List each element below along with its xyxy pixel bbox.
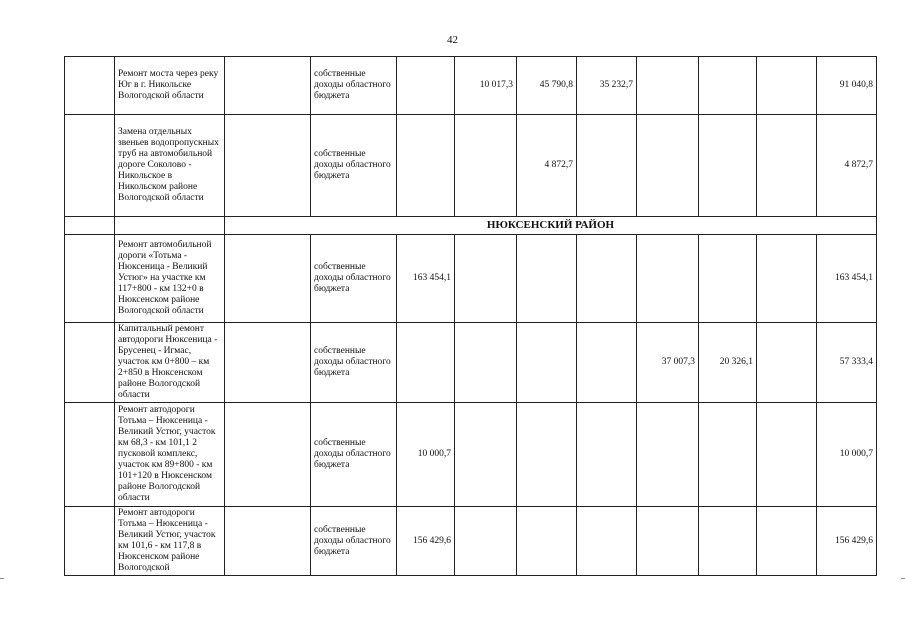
district-title: НЮКСЕНСКИЙ РАЙОН — [225, 217, 877, 235]
value-cell: 35 232,7 — [577, 57, 637, 115]
value-cell — [517, 235, 577, 323]
page-number: 42 — [447, 34, 458, 46]
value-cell — [455, 235, 517, 323]
left-cut-mark — [0, 578, 4, 579]
project-row — [65, 57, 877, 115]
value-cell — [517, 507, 577, 576]
value-cell — [577, 235, 637, 323]
right-cut-mark — [901, 578, 905, 579]
row-number-cell — [65, 57, 115, 115]
project-row — [65, 323, 877, 403]
value-cell: 20 326,1 — [699, 323, 757, 403]
project-row — [65, 115, 877, 217]
blank-cell — [225, 115, 311, 217]
value-cell — [637, 57, 699, 115]
value-cell — [455, 403, 517, 507]
value-cell — [699, 57, 757, 115]
value-cell — [577, 507, 637, 576]
funding-source: собственные доходы областного бюджета — [311, 57, 397, 115]
row-number-cell — [65, 115, 115, 217]
project-description: Капитальный ремонт автодороги Нюксеница - Брусенец - Игмас, участок км 0+800 – км 2+850 в Нюксенском районе Вологодской области — [115, 323, 225, 403]
project-description: Ремонт автодороги Тотьма – Нюксеница - Великий Устюг, участок км 101,6 - км 117,8 в Нюксенском районе Вологодской — [115, 507, 225, 576]
project-row — [65, 507, 877, 576]
funding-source: собственные доходы областного бюджета — [311, 403, 397, 507]
blank-cell — [225, 507, 311, 576]
project-row — [65, 235, 877, 323]
value-cell — [637, 507, 699, 576]
value-cell — [699, 507, 757, 576]
value-cell — [397, 115, 455, 217]
project-row — [65, 403, 877, 507]
row-number-cell — [65, 507, 115, 576]
funding-source: собственные доходы областного бюджета — [311, 235, 397, 323]
value-cell — [757, 115, 817, 217]
value-cell — [577, 403, 637, 507]
project-description: Ремонт автомобильной дороги «Тотьма - Нюксеница - Великий Устюг» на участке км 117+800 - км 132+0 в Нюксенском районе Вологодской области — [115, 235, 225, 323]
value-cell — [517, 323, 577, 403]
total-cell: 10 000,7 — [817, 403, 877, 507]
total-cell: 4 872,7 — [817, 115, 877, 217]
description-cell — [115, 217, 225, 235]
value-cell — [757, 57, 817, 115]
blank-cell — [225, 235, 311, 323]
funding-source: собственные доходы областного бюджета — [311, 323, 397, 403]
row-number-cell — [65, 217, 115, 235]
funding-source: собственные доходы областного бюджета — [311, 115, 397, 217]
value-cell — [455, 115, 517, 217]
total-cell: 163 454,1 — [817, 235, 877, 323]
total-cell: 91 040,8 — [817, 57, 877, 115]
row-number-cell — [65, 403, 115, 507]
budget-table — [64, 56, 877, 576]
row-number-cell — [65, 323, 115, 403]
value-cell — [455, 507, 517, 576]
value-cell — [637, 115, 699, 217]
value-cell: 4 872,7 — [517, 115, 577, 217]
value-cell — [699, 403, 757, 507]
row-number-cell — [65, 235, 115, 323]
project-description: Ремонт моста через реку Юг в г. Никольске Вологодской области — [115, 57, 225, 115]
value-cell — [397, 57, 455, 115]
value-cell: 156 429,6 — [397, 507, 455, 576]
value-cell: 10 017,3 — [455, 57, 517, 115]
value-cell — [757, 323, 817, 403]
value-cell — [757, 235, 817, 323]
value-cell — [637, 235, 699, 323]
total-cell: 57 333,4 — [817, 323, 877, 403]
value-cell — [757, 507, 817, 576]
value-cell: 37 007,3 — [637, 323, 699, 403]
blank-cell — [225, 57, 311, 115]
value-cell: 163 454,1 — [397, 235, 455, 323]
district-row — [65, 217, 877, 235]
value-cell — [397, 323, 455, 403]
blank-cell — [225, 403, 311, 507]
project-description: Ремонт автодороги Тотьма – Нюксеница - Великий Устюг, участок км 68,3 - км 101,1 2 пусковой комплекс, участок км 89+800 - км 101+120 в Нюксенском районе Вологодской области — [115, 403, 225, 507]
project-description: Замена отдельных звеньев водопропускных труб на автомобильной дороге Соколово - Никольское в Никольском районе Вологодской области — [115, 115, 225, 217]
value-cell — [699, 115, 757, 217]
value-cell — [517, 403, 577, 507]
funding-source: собственные доходы областного бюджета — [311, 507, 397, 576]
total-cell: 156 429,6 — [817, 507, 877, 576]
value-cell: 45 790,8 — [517, 57, 577, 115]
value-cell — [577, 323, 637, 403]
value-cell — [577, 115, 637, 217]
value-cell — [637, 403, 699, 507]
value-cell — [699, 235, 757, 323]
value-cell: 10 000,7 — [397, 403, 455, 507]
value-cell — [757, 403, 817, 507]
value-cell — [455, 323, 517, 403]
blank-cell — [225, 323, 311, 403]
